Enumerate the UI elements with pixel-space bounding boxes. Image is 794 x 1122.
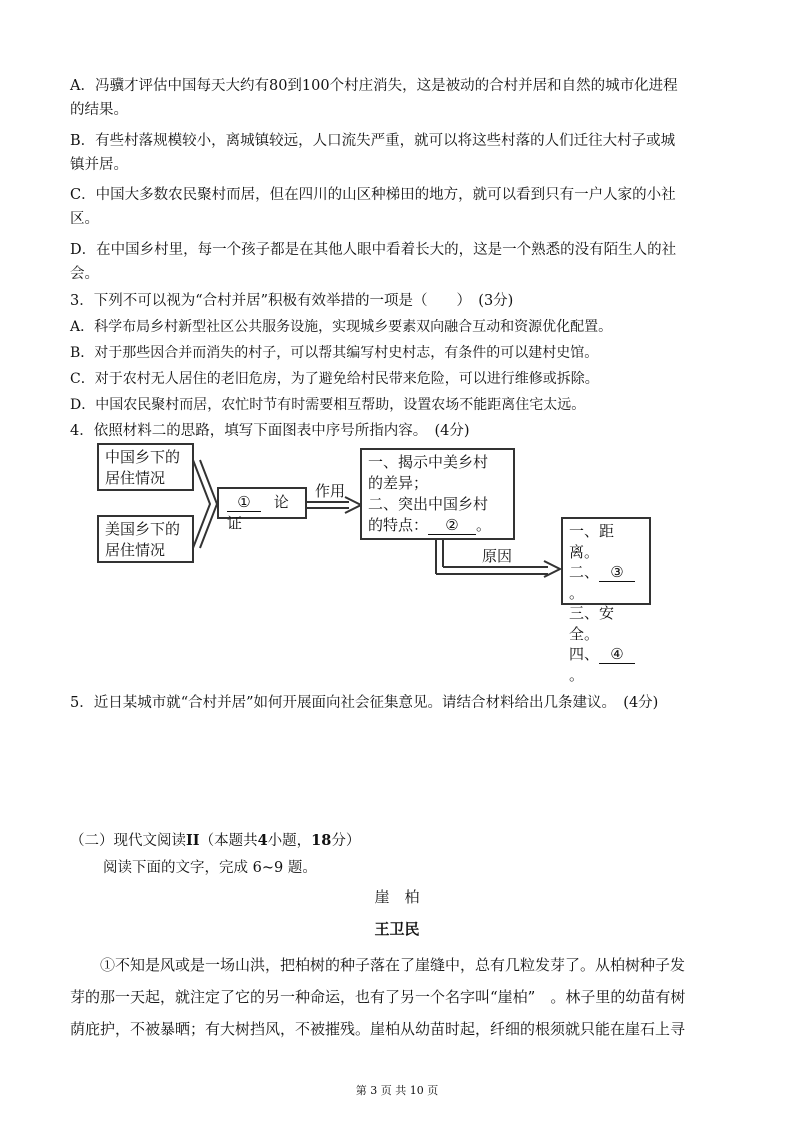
option-d-line1: D．在中国乡村里，每一个孩子都是在其他人眼中看着长大的，这是一个熟悉的没有陌生人的社: [70, 242, 677, 258]
reason-line1: 一、距离。: [569, 522, 615, 561]
purpose-period: 。: [476, 516, 492, 534]
option-c-line2: 区。: [70, 211, 99, 227]
reason-line2-prefix: 二、: [569, 563, 600, 581]
arrow-label-reason: 原因: [482, 547, 513, 565]
question-4-stem: 4．依照材料二的思路，填写下面图表中序号所指内容。 (4分): [70, 423, 470, 439]
china-box-line1: 中国乡下的: [105, 448, 181, 466]
q3-option-c: C．对于农村无人居住的老旧危房，为了避免给村民带来危险，可以进行维修或拆除。: [70, 371, 599, 387]
option-d-line2: 会。: [70, 266, 99, 282]
china-living-box: [97, 443, 194, 491]
option-c-line1: C．中国大多数农民聚村而居，但在四川的山区种梯田的地方，就可以看到只有一户人家的小社: [70, 187, 676, 203]
section-heading: [70, 831, 360, 851]
paragraph-1-line2: 芽的那一天起，就注定了它的另一种命运，也有了另一个名字叫“崖柏” 。林子里的幼苗有树: [70, 988, 686, 1006]
section-heading-d: 4: [257, 832, 268, 849]
blank-1: ①: [227, 493, 261, 512]
q3-option-d: D．中国农民聚村而居，农忙时节有时需要相互帮助，设置农场不能距离住宅太远。: [70, 397, 586, 413]
us-box-line1: 美国乡下的: [105, 520, 181, 538]
reason-line3: 三、安全。: [569, 604, 615, 643]
option-b-line1: B．有些村落规模较小，离城镇较远，人口流失严重，就可以将这些村落的人们迁往大村子或城: [70, 133, 676, 149]
section-heading-f: 18: [311, 832, 332, 849]
section-heading-g: 分）: [331, 833, 361, 849]
purpose-line2: 的差异；: [368, 474, 429, 492]
page-footer: 第 3 页 共 10 页: [355, 1084, 439, 1097]
reason-line2-period: 。: [569, 583, 585, 602]
reason-line4-period: 。: [569, 665, 585, 684]
q3-option-a: A．科学布局乡村新型社区公共服务设施，实现城乡要素双向融合互动和资源优化配置。: [70, 319, 613, 335]
blank-4: ④: [599, 645, 635, 664]
article-author: 王卫民: [374, 920, 420, 938]
option-a-line2: 的结果。: [70, 102, 128, 118]
reason-line4-prefix: 四、: [569, 645, 600, 663]
blank-2: ②: [428, 516, 476, 535]
us-box-line2: 居住情况: [105, 541, 166, 559]
china-box-line2: 居住情况: [105, 469, 166, 487]
article-title: 崖 柏: [374, 888, 420, 906]
question-5-stem: 5．近日某城市就“合村并居”如何开展面向社会征集意见。请结合材料给出几条建议。 (4分): [70, 695, 659, 711]
paragraph-1-line1: ①不知是风或是一场山洪，把柏树的种子落在了崖缝中，总有几粒发芽了。从柏树种子发: [100, 956, 686, 974]
section-heading-c: （本题共: [199, 833, 258, 849]
question-3-stem: 3．下列不可以视为“合村并居”积极有效举措的一项是（ ） (3分): [70, 293, 514, 309]
arrow-right-icon: [305, 496, 363, 516]
paragraph-1-line3: 荫庇护，不被暴晒；有大树挡风，不被摧残。崖柏从幼苗时起，纤细的根须就只能在崖石上寻: [70, 1020, 686, 1038]
q3-option-b: B．对于那些因合并而消失的村子，可以帮其编写村史村志，有条件的可以建村史馆。: [70, 345, 599, 361]
reason-box: [561, 517, 651, 684]
bracket-chevron-icon: [190, 458, 220, 550]
section-heading-e: 小题，: [267, 833, 312, 849]
section-heading-b: II: [186, 832, 200, 849]
blank-3: ③: [599, 563, 635, 582]
us-living-box: [97, 515, 194, 563]
purpose-line4: 的特点：: [368, 516, 429, 534]
purpose-box: [360, 448, 515, 540]
section-heading-a: （二）现代文阅读: [70, 833, 186, 849]
option-a-line1: A．冯骥才评估中国每天大约有80到100个村庄消失，这是被动的合村并居和自然的城市化进程: [70, 78, 678, 94]
option-b-line2: 镇并居。: [70, 157, 128, 173]
purpose-line3: 二、突出中国乡村: [368, 495, 489, 513]
arrow-label-effect: 作用: [315, 482, 346, 500]
argument-box: [217, 487, 307, 532]
purpose-line1: 一、揭示中美乡村: [368, 453, 489, 471]
reading-instruction: 阅读下面的文字，完成 6~9 题。: [103, 860, 317, 876]
argue-label: 论证: [227, 493, 289, 532]
